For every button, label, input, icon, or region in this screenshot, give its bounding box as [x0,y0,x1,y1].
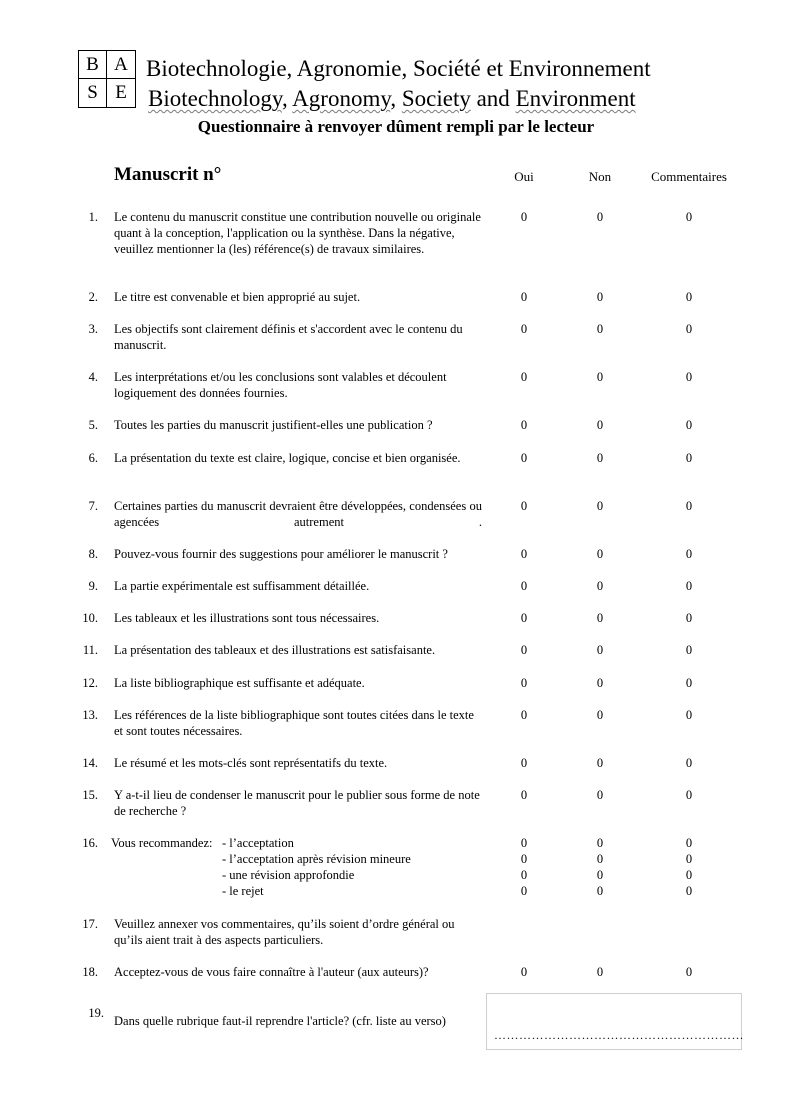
question-number: 2. [88,290,98,304]
answer-oui[interactable]: 0 [520,370,528,384]
answer-non[interactable]: 0 [596,451,604,465]
answer-non[interactable]: 0 [596,418,604,432]
question-number: 1. [88,210,98,224]
logo-letter-a: A [107,51,135,79]
question-number: 18. [82,965,98,979]
answer-commentaires[interactable]: 0 [685,547,693,561]
base-logo [78,50,136,108]
answer-non[interactable]: 0 [596,884,604,898]
answer-oui[interactable]: 0 [520,756,528,770]
answer-oui[interactable]: 0 [520,643,528,657]
question-text: Les interprétations et/ou les conclusions sont valables et découlent logiquement des données fournies. [114,370,447,400]
question-number: 12. [82,676,98,690]
journal-title-fr: Biotechnologie, Agronomie, Société et Environnement [146,56,651,81]
question-text: Acceptez-vous de vous faire connaître à l'auteur (aux auteurs)? [114,965,429,979]
answer-non[interactable]: 0 [596,643,604,657]
answer-commentaires[interactable]: 0 [685,290,693,304]
answer-oui[interactable]: 0 [520,884,528,898]
recommendation-option: - l’acceptation après révision mineure [222,852,411,866]
question-number: 7. [88,499,98,513]
recommendation-option: - une révision approfondie [222,868,355,882]
answer-oui[interactable]: 0 [520,451,528,465]
question-number: 9. [88,579,98,593]
answer-commentaires[interactable]: 0 [685,868,693,882]
title-en-part: Environment [515,86,636,111]
answer-commentaires[interactable]: 0 [685,788,693,802]
answer-non[interactable]: 0 [596,290,604,304]
answer-non[interactable]: 0 [596,370,604,384]
title-en-part: Biotechnology [148,86,282,111]
question-text: Le résumé et les mots-clés sont représentatifs du texte. [114,756,388,770]
question-text: Veuillez annexer vos commentaires, qu’ils soient d’ordre général ou qu’ils aient trait à des aspects particuliers. [114,917,455,947]
question-number: 15. [82,788,98,802]
column-non: Non [588,169,612,184]
question-number: 5. [88,418,98,432]
answer-oui[interactable]: 0 [520,579,528,593]
answer-non[interactable]: 0 [596,499,604,513]
question-number: 14. [82,756,98,770]
question-text: Le contenu du manuscrit constitue une contribution nouvelle ou originale quant à la conception, l'application ou la synthèse. Dans la négative, veuillez mentionner la (les) référence(s) de travaux similaires. [114,210,481,256]
answer-commentaires[interactable]: 0 [685,756,693,770]
answer-non[interactable]: 0 [596,676,604,690]
logo-letter-e: E [115,82,127,103]
question-number: 19. [88,1006,104,1020]
question-text: Le titre est convenable et bien approprié au sujet. [114,290,361,304]
answer-oui[interactable]: 0 [520,499,528,513]
question-text: Certaines parties du manuscrit devraient être développées, condensées ou agencées autrement . [114,499,482,529]
question-number: 6. [88,451,98,465]
answer-non[interactable]: 0 [596,611,604,625]
answer-commentaires[interactable]: 0 [685,836,693,850]
question-text: La présentation du texte est claire, logique, concise et bien organisée. [114,451,461,465]
answer-non[interactable]: 0 [596,547,604,561]
rubrique-answer-box[interactable] [486,993,742,1050]
answer-commentaires[interactable]: 0 [685,451,693,465]
answer-non[interactable]: 0 [596,965,604,979]
answer-non[interactable]: 0 [596,210,604,224]
recommendation-option: - l’acceptation [222,836,294,850]
answer-dotted-line: …………………………………………………… [494,1028,744,1042]
question-text: Dans quelle rubrique faut-il reprendre l'article? (cfr. liste au verso) [114,1014,446,1028]
question-number: 17. [82,917,98,931]
form-subtitle: Questionnaire à renvoyer dûment rempli par le lecteur [197,117,595,136]
answer-commentaires[interactable]: 0 [685,579,693,593]
answer-non[interactable]: 0 [596,322,604,336]
answer-non[interactable]: 0 [596,868,604,882]
answer-commentaires[interactable]: 0 [685,965,693,979]
title-en-part: and [470,86,516,111]
question-text: Les références de la liste bibliographique sont toutes citées dans le texte et sont toutes nécessaires. [114,708,474,738]
answer-commentaires[interactable]: 0 [685,322,693,336]
title-en-part: Society [401,86,471,111]
logo-letter-s: S [79,79,107,107]
title-en-part: , [281,86,293,111]
question-text: Toutes les parties du manuscrit justifient-elles une publication ? [114,418,433,432]
question-text: Les objectifs sont clairement définis et s'accordent avec le contenu du manuscrit. [114,322,463,352]
answer-oui[interactable]: 0 [520,210,528,224]
answer-commentaires[interactable]: 0 [685,852,693,866]
answer-oui[interactable]: 0 [520,676,528,690]
answer-non[interactable]: 0 [596,756,604,770]
answer-oui[interactable]: 0 [520,611,528,625]
question-text: La présentation des tableaux et des illustrations est satisfaisante. [114,643,436,657]
recommendation-lead: Vous recommandez: [111,836,213,850]
answer-oui[interactable]: 0 [520,788,528,802]
answer-oui[interactable]: 0 [520,418,528,432]
answer-commentaires[interactable]: 0 [685,676,693,690]
journal-title-en [148,86,636,112]
answer-non[interactable]: 0 [596,836,604,850]
logo-letter-b: B [79,51,107,79]
answer-oui[interactable]: 0 [520,290,528,304]
question-text: Y a-t-il lieu de condenser le manuscrit pour le publier sous forme de note de recherche ? [114,788,480,818]
question-number: 10. [82,611,98,625]
answer-oui[interactable]: 0 [520,868,528,882]
title-en-part: , [390,86,402,111]
answer-commentaires[interactable]: 0 [685,884,693,898]
question-number: 4. [88,370,98,384]
question-text: La liste bibliographique est suffisante et adéquate. [114,676,365,690]
title-en-part: Agronomy [292,86,391,111]
column-commentaires: Commentaires [651,169,727,184]
answer-commentaires[interactable]: 0 [685,611,693,625]
question-number: 3. [88,322,98,336]
answer-non[interactable]: 0 [596,852,604,866]
answer-commentaires[interactable]: 0 [685,708,693,722]
question-number: 13. [82,708,98,722]
recommendation-option: - le rejet [222,884,264,898]
answer-oui[interactable]: 0 [520,708,528,722]
question-text: Pouvez-vous fournir des suggestions pour améliorer le manuscrit ? [114,547,448,561]
question-text: La partie expérimentale est suffisamment détaillée. [114,579,370,593]
answer-commentaires[interactable]: 0 [685,370,693,384]
answer-commentaires[interactable]: 0 [685,643,693,657]
answer-commentaires[interactable]: 0 [685,210,693,224]
answer-non[interactable]: 0 [596,579,604,593]
question-number: 8. [88,547,98,561]
question-text: Les tableaux et les illustrations sont tous nécessaires. [114,611,380,625]
answer-commentaires[interactable]: 0 [685,499,693,513]
answer-oui[interactable]: 0 [520,547,528,561]
answer-non[interactable]: 0 [596,788,604,802]
answer-oui[interactable]: 0 [520,836,528,850]
column-oui: Oui [514,169,534,184]
answer-oui[interactable]: 0 [520,322,528,336]
answer-oui[interactable]: 0 [520,965,528,979]
question-number: 16. [82,836,98,850]
answer-non[interactable]: 0 [596,708,604,722]
question-number: 11. [82,643,98,657]
manuscript-number-label: Manuscrit n° [114,164,222,185]
answer-oui[interactable]: 0 [520,852,528,866]
answer-commentaires[interactable]: 0 [685,418,693,432]
